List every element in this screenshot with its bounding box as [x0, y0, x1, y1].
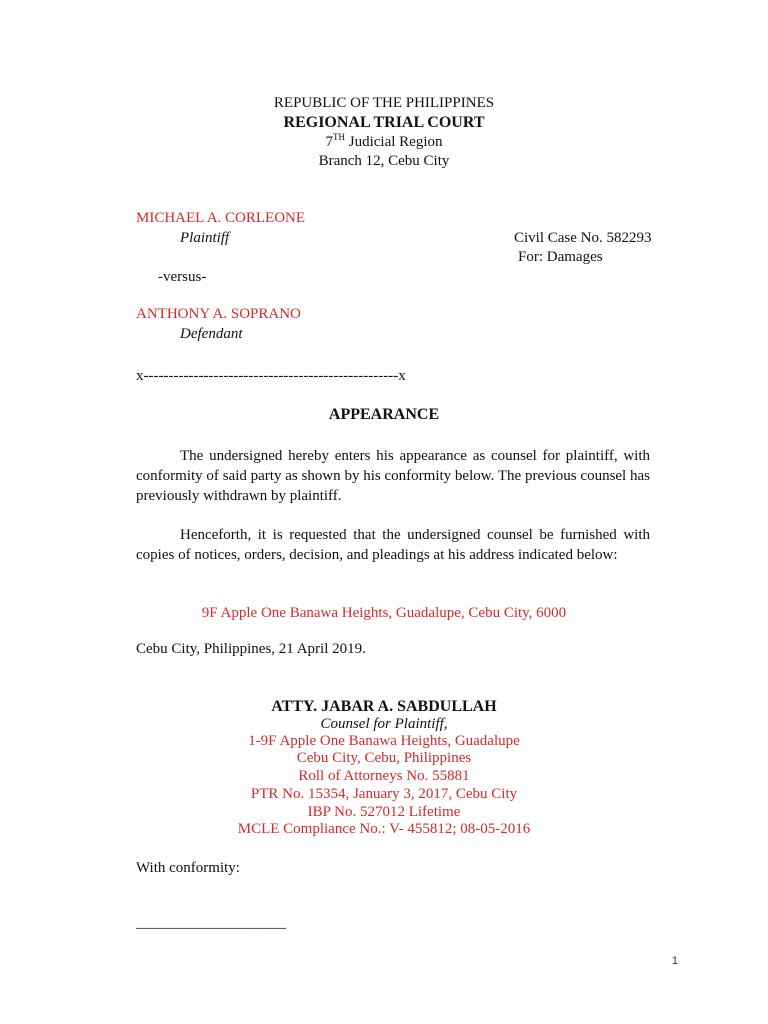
counsel-address-line-2: Cebu City, Cebu, Philippines: [296, 750, 472, 766]
body-paragraph-1: [136, 446, 650, 506]
counsel-address-line-1: 1-9F Apple One Banawa Heights, Guadalupe: [248, 733, 520, 749]
region-number: 7: [325, 134, 333, 150]
versus-label: -versus-: [158, 269, 207, 285]
counsel-name: ATTY. JABAR A. SABDULLAH: [271, 698, 497, 715]
branch-line: Branch 12, Cebu City: [318, 153, 450, 169]
plaintiff-name: MICHAEL A. CORLEONE: [136, 210, 306, 226]
mcle-compliance: MCLE Compliance No.: V- 455812; 08-05-2016: [237, 821, 531, 837]
service-address: 9F Apple One Banawa Heights, Guadalupe, Cebu City, 6000: [201, 605, 567, 621]
body-paragraph-2: [136, 525, 650, 565]
caption-separator: x---------------------------------------------------x: [136, 368, 406, 384]
roll-of-attorneys: Roll of Attorneys No. 55881: [298, 768, 470, 784]
civil-case-number: Civil Case No. 582293: [514, 230, 652, 246]
document-title: APPEARANCE: [328, 406, 440, 423]
ibp-number: IBP No. 527012 Lifetime: [307, 804, 461, 820]
paragraph-1-text: The undersigned hereby enters his appearance as counsel for plaintiff, with conformity of said party as shown by his conformity below. The previous counsel has previously withdrawn by plaintiff.: [136, 448, 650, 504]
counsel-role: Counsel for Plaintiff,: [320, 716, 448, 732]
region-superscript: TH: [333, 132, 345, 142]
conformity-signature-line: ____________________: [136, 915, 286, 931]
republic-heading: REPUBLIC OF THE PHILIPPINES: [273, 95, 495, 111]
defendant-name: ANTHONY A. SOPRANO: [136, 306, 301, 322]
ptr-number: PTR No. 15354, January 3, 2017, Cebu City: [250, 786, 518, 802]
judicial-region: [0, 133, 768, 152]
defendant-role: Defendant: [180, 326, 243, 342]
paragraph-2-text: Henceforth, it is requested that the undersigned counsel be furnished with copies of notices, orders, decision, and pleadings at his address indicated below:: [136, 527, 650, 563]
place-and-date: Cebu City, Philippines, 21 April 2019.: [136, 641, 366, 657]
conformity-label: With conformity:: [136, 860, 240, 876]
region-text: Judicial Region: [345, 134, 443, 150]
court-heading: REGIONAL TRIAL COURT: [283, 114, 485, 131]
page-number: 1: [671, 955, 678, 967]
plaintiff-role: Plaintiff: [180, 230, 230, 246]
case-nature: For: Damages: [518, 249, 603, 265]
